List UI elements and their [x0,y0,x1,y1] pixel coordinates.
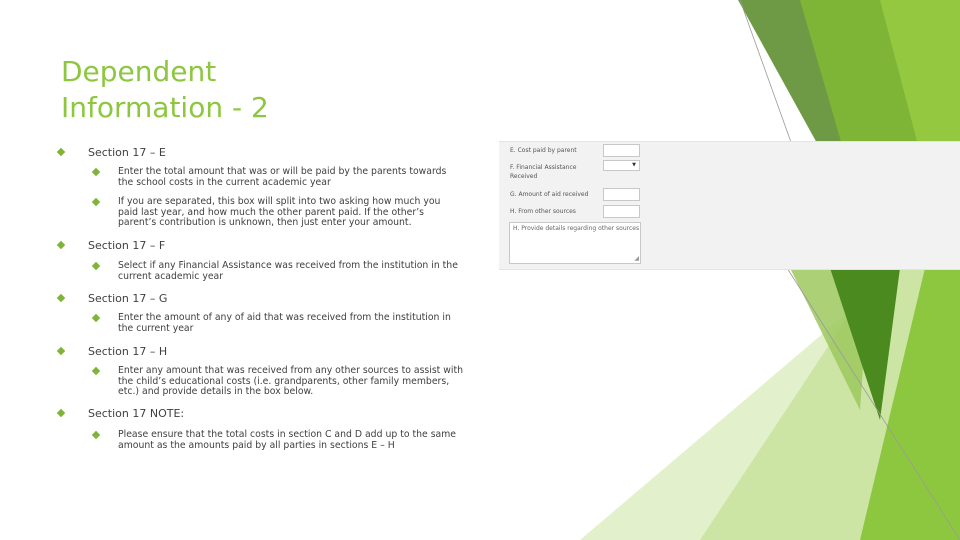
list-item-line: Please ensure that the total costs in section C and D add up to the same [118,429,457,440]
list-item [118,197,488,229]
financial-assistance-label [510,163,600,181]
list-item-line: Enter the total amount that was or will be paid by the parents towards [118,166,447,177]
sub-bullet-icon [92,262,100,270]
list-item [118,430,488,451]
list-item [118,261,488,282]
list-item [118,313,488,334]
other-sources-input[interactable] [603,205,640,218]
financial-assistance-label-line: F. Financial Assistance [510,164,577,171]
list-item-line: the current year [118,322,194,334]
cost-paid-by-parent-input[interactable] [603,144,640,157]
list-item-line: the school costs in the current academic year [118,176,331,188]
list-item [118,167,488,188]
sub-bullet-icon [92,431,100,439]
sub-bullet-icon [92,314,100,322]
list-item-line: If you are separated, this box will split into two asking how much you [118,196,441,207]
list-item-line: etc.) and provide details in the box below. [118,386,314,398]
list-item-line: Select if any Financial Assistance was received from the institution in the [118,260,458,271]
list-item-line: paid last year, and how much the other parent paid. If the other’s [118,206,425,218]
other-sources-details-textarea[interactable] [509,222,641,264]
chevron-down-icon: ▼ [632,162,636,168]
financial-assistance-label-line: Received [510,173,538,180]
amount-of-aid-label: G. Amount of aid received [510,191,589,198]
form-screenshot [499,141,960,270]
amount-of-aid-input[interactable] [603,188,640,201]
sub-bullet-icon [92,367,100,375]
section-heading-17e: Section 17 – E [88,146,166,159]
resize-handle-icon[interactable]: ◢ [634,255,639,262]
slide-title-line-1: Dependent [61,55,217,88]
list-item-line: amount as the amounts paid by all parties in sections E – H [118,439,395,451]
bullet-icon [57,294,65,302]
other-sources-details-placeholder: H. Provide details regarding other sources [513,225,640,232]
list-item-line: Enter any amount that was received from any other sources to assist with [118,365,464,376]
bullet-icon [57,409,65,417]
section-heading-17f: Section 17 – F [88,239,166,252]
list-item-line: current academic year [118,270,224,282]
sub-bullet-icon [92,168,100,176]
slide-title-line-2: Information - 2 [61,91,269,124]
bullet-icon [57,347,65,355]
bullet-icon [57,241,65,249]
list-item-line: Enter the amount of any of aid that was received from the institution in [118,312,451,323]
other-sources-label: H. From other sources [510,208,576,215]
list-item [118,366,488,398]
sub-bullet-icon [92,198,100,206]
cost-paid-by-parent-label: E. Cost paid by parent [510,147,577,154]
financial-assistance-select[interactable] [603,160,640,171]
bullet-icon [57,148,65,156]
list-item-line: the child’s educational costs (i.e. grandparents, other family members, [118,375,450,387]
section-heading-17h: Section 17 – H [88,345,168,358]
list-item-line: parent’s contribution is unknown, then just enter your amount. [118,217,412,229]
section-heading-17g: Section 17 – G [88,292,168,305]
section-heading-17-note: Section 17 NOTE: [88,407,185,420]
